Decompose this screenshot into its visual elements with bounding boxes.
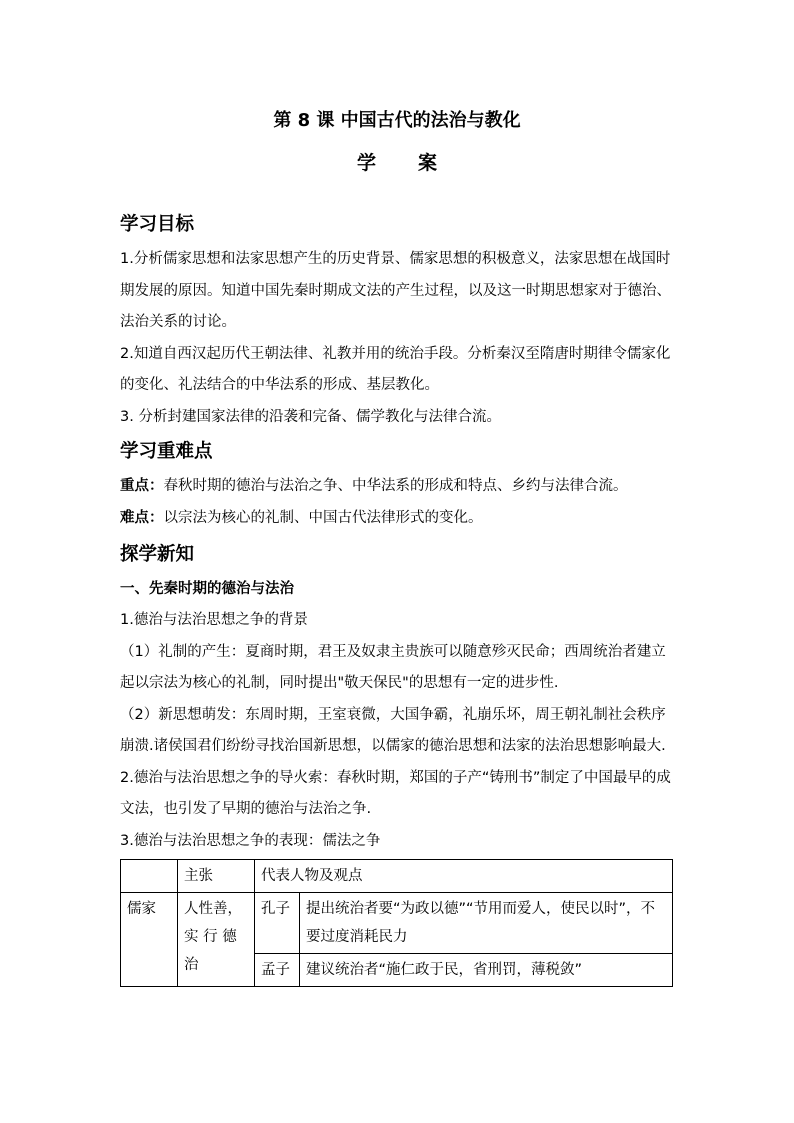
table-header-claim: 主张 xyxy=(178,860,255,893)
subtitle-char-1: 学 xyxy=(356,152,376,174)
table-claim-cell: 人性善，实 行 德 治 xyxy=(178,893,255,987)
key-text: 春秋时期的德治与法治之争、中华法系的形成和特点、乡约与法律合流。 xyxy=(163,478,628,494)
table-person-cell: 孟子 xyxy=(255,954,300,987)
objective-1: 1.分析儒家思想和法家思想产生的历史背景、儒家思想的积极意义，法家思想在战国时期发展的原因。知道中国先秦时期成文法的产生过程，以及这一时期思想家对于德治、法治关系的讨论。 xyxy=(120,251,671,330)
keypoints-heading: 学习重难点 xyxy=(120,441,213,462)
difficult-point xyxy=(120,503,680,535)
section-1-heading: 一、先秦时期的德治与法治 xyxy=(120,581,294,597)
explore-p5: 3.德治与法治思想之争的表现：儒法之争 xyxy=(120,832,381,849)
explore-p3: （2）新思想萌发：东周时期，王室衰微，大国争霸，礼崩乐坏，周王朝礼制社会秩序崩溃.诸侯国君们纷纷寻找治国新思想，以儒家的德治思想和法家的法治思想影响最大. xyxy=(120,706,666,754)
subtitle-char-2: 案 xyxy=(418,152,438,174)
key-point xyxy=(120,471,680,503)
difficult-label: 难点： xyxy=(120,509,164,526)
table-row xyxy=(121,893,673,954)
table-view-cell: 提出统治者要“为政以德”“节用而爱人，使民以时”，不要过度消耗民力 xyxy=(300,893,673,954)
table-header-figures: 代表人物及观点 xyxy=(255,860,673,893)
explore-p4: 2.德治与法治思想之争的导火索：春秋时期，郑国的子产“铸刑书”制定了中国最早的成文法，也引发了早期的德治与法治之争. xyxy=(120,769,671,817)
explore-heading: 探学新知 xyxy=(120,544,195,565)
objective-2: 2.知道自西汉起历代王朝法律、礼教并用的统治手段。分析秦汉至隋唐时期律令儒家化的变化、礼法结合的中华法系的形成、基层教化。 xyxy=(120,345,671,393)
page-subtitle xyxy=(0,148,794,175)
content xyxy=(120,208,680,987)
difficult-text: 以宗法为核心的礼制、中国古代法律形式的变化。 xyxy=(163,509,483,526)
explore-p1: 1.德治与法治思想之争的背景 xyxy=(120,612,308,628)
table-person-cell: 孔子 xyxy=(255,893,300,954)
objectives-heading: 学习目标 xyxy=(120,214,195,235)
confucian-legalist-table xyxy=(120,859,673,987)
table-header-empty xyxy=(121,860,178,893)
page-title: 第 8 课 中国古代的法治与教化 xyxy=(273,110,521,131)
table-view-cell: 建议统治者“施仁政于民，省刑罚，薄税敛” xyxy=(300,954,673,987)
table-header-row xyxy=(121,860,673,893)
explore-p2: （1）礼制的产生：夏商时期，君王及奴隶主贵族可以随意殄灭民命；西周统治者建立起以宗法为核心的礼制，同时提出"敬天保民"的思想有一定的进步性. xyxy=(120,643,666,691)
key-label: 重点： xyxy=(120,478,164,494)
table-school-cell: 儒家 xyxy=(121,893,178,987)
objective-3: 3. 分析封建国家法律的沿袭和完备、儒学教化与法律合流。 xyxy=(120,408,501,425)
